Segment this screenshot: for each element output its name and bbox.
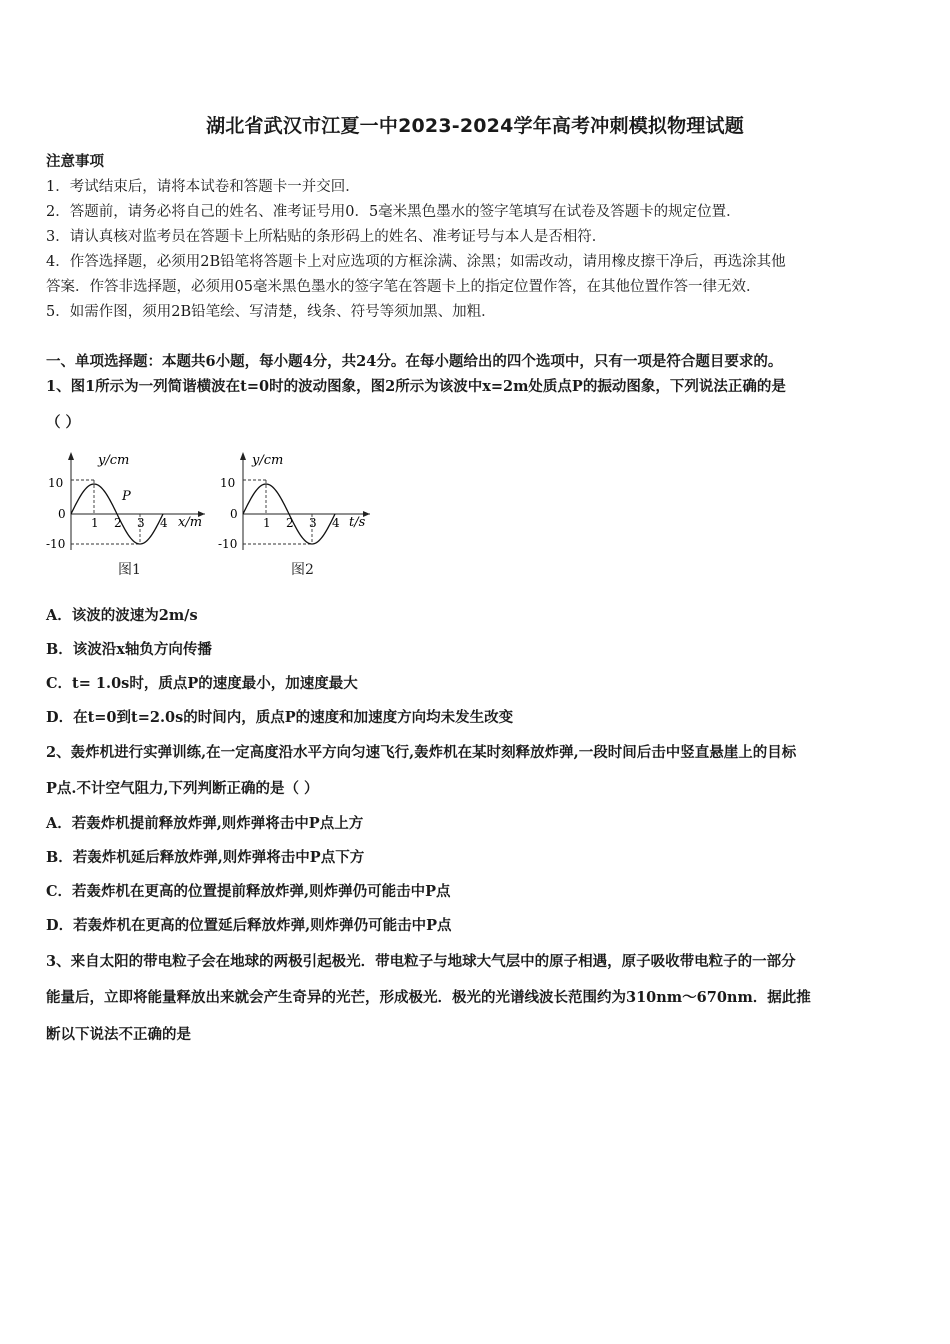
fig2-xtick-3: 3 xyxy=(309,516,317,530)
fig2-xtick-1: 1 xyxy=(263,516,271,530)
fig2-ytick-10: 10 xyxy=(220,476,236,490)
fig2-xlabel: t/s xyxy=(349,515,366,530)
notice-item-1: 1．考试结束后，请将本试卷和答题卡一并交回． xyxy=(46,179,360,195)
fig2-ytick-0: 0 xyxy=(230,507,238,521)
fig2-caption: 图2 xyxy=(291,562,314,578)
q1-option-c: C．t= 1.0s时，质点P的速度最小，加速度最大 xyxy=(46,675,358,692)
fig2-ytick-neg10: -10 xyxy=(218,537,238,551)
notice-item-3: 3．请认真核对监考员在答题卡上所粘贴的条形码上的姓名、准考证号与本人是否相符． xyxy=(46,229,607,245)
q2-option-b: B．若轰炸机延后释放炸弹,则炸弹将击中P点下方 xyxy=(46,849,365,866)
page-title: 湖北省武汉市江夏一中2023-2024学年高考冲刺模拟物理试题 xyxy=(206,115,744,137)
fig1-xtick-2: 2 xyxy=(114,516,122,530)
q2-stem-cont: P点.不计空气阻力,下列判断正确的是（ ） xyxy=(46,780,319,797)
fig2-xtick-4: 4 xyxy=(332,516,340,530)
q1-option-b: B．该波沿x轴负方向传播 xyxy=(46,641,212,658)
q1-stem-paren: （ ） xyxy=(46,414,81,431)
fig1-ytick-neg10: -10 xyxy=(46,537,66,551)
q2-option-a: A．若轰炸机提前释放炸弹,则炸弹将击中P点上方 xyxy=(46,815,364,832)
notice-item-2: 2．答题前，请务必将自己的姓名、准考证号用0．5毫米黑色墨水的签字笔填写在试卷及答题卡的规定位置． xyxy=(46,204,741,220)
q3-stem-line-1: 3、来自太阳的带电粒子会在地球的两极引起极光．带电粒子与地球大气层中的原子相遇，原子吸收带电粒子的一部分 xyxy=(46,953,796,970)
fig1-ylabel: y/cm xyxy=(98,453,130,468)
fig1-ytick-0: 0 xyxy=(58,507,66,521)
q2-stem: 2、轰炸机进行实弹训练,在一定高度沿水平方向匀速飞行,轰炸机在某时刻释放炸弹,一段时间后击中竖直悬崖上的目标 xyxy=(46,744,797,761)
section-heading: 一、单项选择题：本题共6小题，每小题4分，共24分。在每小题给出的四个选项中，只有一项是符合题目要求的。 xyxy=(46,353,783,370)
fig1-y-arrow xyxy=(68,452,74,460)
figure-1 xyxy=(46,452,205,578)
fig2-xtick-2: 2 xyxy=(286,516,294,530)
fig1-xlabel: x/m xyxy=(178,515,203,530)
fig1-xtick-3: 3 xyxy=(137,516,145,530)
q1-figures xyxy=(40,448,400,586)
figure-2 xyxy=(218,452,370,578)
fig1-ytick-10: 10 xyxy=(48,476,64,490)
q2-option-d: D．若轰炸机在更高的位置延后释放炸弹,则炸弹仍可能击中P点 xyxy=(46,917,452,934)
q2-option-c: C．若轰炸机在更高的位置提前释放炸弹,则炸弹仍可能击中P点 xyxy=(46,883,451,900)
q1-option-d: D．在t=0到t=2.0s的时间内，质点P的速度和加速度方向均未发生改变 xyxy=(46,709,514,726)
fig1-xtick-1: 1 xyxy=(91,516,99,530)
notice-item-5: 5．如需作图，须用2B铅笔绘、写清楚，线条、符号等须加黑、加粗． xyxy=(46,304,496,320)
q3-stem-line-3: 断以下说法不正确的是 xyxy=(46,1026,191,1043)
notice-item-4: 4．作答选择题，必须用2B铅笔将答题卡上对应选项的方框涂满、涂黑；如需改动，请用橡皮擦干净后，再选涂其他 xyxy=(46,254,786,270)
fig2-y-arrow xyxy=(240,452,246,460)
fig1-point-p: P xyxy=(122,489,131,504)
notice-item-4-cont: 答案．作答非选择题，必须用05毫米黑色墨水的签字笔在答题卡上的指定位置作答，在其他位置作答一律无效． xyxy=(46,279,761,295)
fig1-xtick-4: 4 xyxy=(160,516,168,530)
q1-option-a: A．该波的波速为2m/s xyxy=(46,607,198,624)
q1-stem: 1、图1所示为一列简谐横波在t=0时的波动图象，图2所示为该波中x=2m处质点P的振动图象，下列说法正确的是 xyxy=(46,378,786,395)
q3-stem-line-2: 能量后，立即将能量释放出来就会产生奇异的光芒，形成极光．极光的光谱线波长范围约为310nm～670nm．据此推 xyxy=(46,989,811,1006)
fig2-ylabel: y/cm xyxy=(252,453,284,468)
fig1-caption: 图1 xyxy=(118,562,141,578)
notice-heading: 注意事项 xyxy=(46,153,104,170)
